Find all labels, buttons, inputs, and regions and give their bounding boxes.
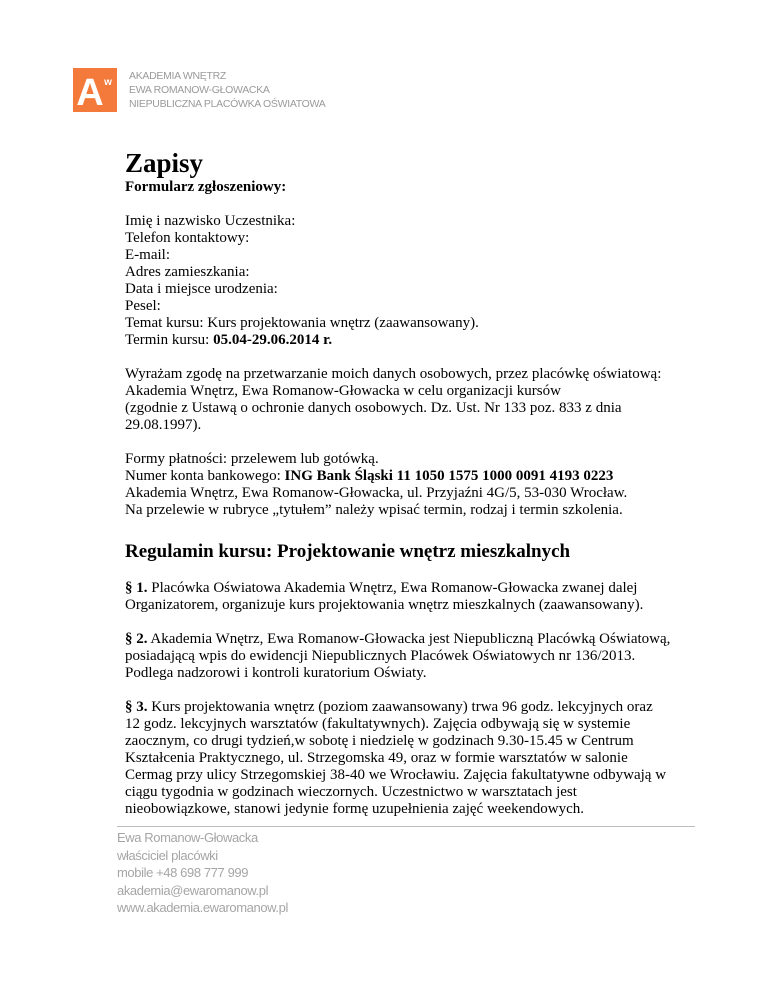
org-line-3: NIEPUBLICZNA PLACÓWKA OŚWIATOWA [129,98,326,110]
payment-address: Akademia Wnętrz, Ewa Romanow-Głowacka, ul. Przyjaźni 4G/5, 53-030 Wrocław. [125,485,628,501]
section-1-mark: § 1. [125,580,148,596]
field-course-topic: Temat kursu: Kurs projektowania wnętrz (zaawansowany). [125,315,479,331]
consent-line-2: Akademia Wnętrz, Ewa Romanow-Głowacka w celu organizacji kursów [125,383,561,399]
field-email: E-mail: [125,247,170,263]
consent-line-4: 29.08.1997). [125,417,202,433]
section-2-line-3: Podlega nadzorowi i kontroli kuratorium Oświaty. [125,665,427,681]
footer-mobile: mobile +48 698 777 999 [117,865,249,880]
section-2-line-1 [125,631,705,648]
logo-letter: A [76,72,104,112]
section-3-line-6: ciągu tygodnia w godzinach wieczornych. Uczestnictwo w warsztatach jest [125,784,577,800]
org-line-2: EWA ROMANOW-GŁOWACKA [129,84,270,96]
field-full-name: Imię i nazwisko Uczestnika: [125,213,296,229]
payment-note: Na przelewie w rubryce „tytułem” należy wpisać termin, rodzaj i termin szkolenia. [125,502,623,518]
form-fields [125,213,705,349]
section-1 [125,580,705,614]
consent-line-1: Wyrażam zgodę na przetwarzanie moich danych osobowych, przez placówkę oświatową: [125,366,662,382]
section-3-line-1 [125,699,705,716]
field-birth: Data i miejsce urodzenia: [125,281,278,297]
section-3-line-5: Cermag przy ulicy Strzegomskiej 38-40 we Wrocławiu. Zajęcia fakultatywne odbywają w [125,767,667,783]
consent-clause [125,366,705,434]
field-course-term [125,332,705,349]
section-3-line-2: 12 godz. lekcyjnych warsztatów (fakultatywnych). Zajęcia odbywają się w systemie [125,716,631,732]
organization-name [129,69,529,111]
logo-mark [73,68,117,112]
section-3 [125,699,705,818]
term-label: Termin kursu: [125,332,214,348]
footer-name: Ewa Romanow-Głowacka [117,830,258,845]
org-line-1: AKADEMIA WNĘTRZ [129,70,227,82]
section-2-mark: § 2. [125,631,148,647]
footer-contact [117,829,517,917]
section-1-line-2: Organizatorem, organizuje kurs projektowania wnętrz mieszkalnych (zaawansowany). [125,597,644,613]
field-pesel: Pesel: [125,298,161,314]
payment-methods: Formy płatności: przelewem lub gotówką. [125,451,379,467]
section-2-text-1: Akademia Wnętrz, Ewa Romanow-Głowacka jest Niepubliczną Placówką Oświatową, [147,631,671,647]
bank-account-label: Numer konta bankowego: [125,468,285,484]
section-3-line-3: zaocznym, co drugi tydzień,w sobotę i niedzielę w godzinach 9.30-15.45 w Centrum [125,733,634,749]
regulations-title: Regulamin kursu: Projektowanie wnętrz mieszkalnych [125,541,571,562]
footer-email: akademia@ewaromanow.pl [117,882,269,898]
section-3-line-7: nieobowiązkowe, stanowi jedynie formę uzupełnienia zajęć weekendowych. [125,801,584,817]
page-title: Zapisy [125,148,204,178]
footer-website: www.akademia.ewaromanow.pl [117,900,288,915]
form-subtitle: Formularz zgłoszeniowy: [125,179,287,195]
logo [73,68,117,112]
footer-divider [117,826,695,827]
field-address: Adres zamieszkania: [125,264,250,280]
footer-role: właściciel placówki [117,847,218,863]
document-body [125,148,705,818]
section-1-line-1 [125,580,705,597]
bank-account-value: ING Bank Śląski 11 1050 1575 1000 0091 4193 0223 [284,468,614,484]
field-phone: Telefon kontaktowy: [125,230,250,246]
logo-small-letter: w [104,77,112,88]
section-1-text-1: Placówka Oświatowa Akademia Wnętrz, Ewa Romanow-Głowacka zwanej dalej [147,580,638,596]
term-value: 05.04-29.06.2014 r. [213,332,333,348]
payment-info [125,451,705,519]
bank-account [125,468,705,485]
section-2-line-2: posiadającą wpis do ewidencji Niepublicznych Placówek Oświatowych nr 136/2013. [125,648,636,664]
consent-line-3: (zgodnie z Ustawą o ochronie danych osobowych. Dz. Ust. Nr 133 poz. 833 z dnia [125,400,622,416]
section-3-line-4: Kształcenia Praktycznego, ul. Strzegomska 49, oraz w formie warsztatów w salonie [125,750,628,766]
section-2 [125,631,705,682]
section-3-mark: § 3. [125,699,148,715]
section-3-text-1: Kurs projektowania wnętrz (poziom zaawansowany) trwa 96 godz. lekcyjnych oraz [147,699,653,715]
